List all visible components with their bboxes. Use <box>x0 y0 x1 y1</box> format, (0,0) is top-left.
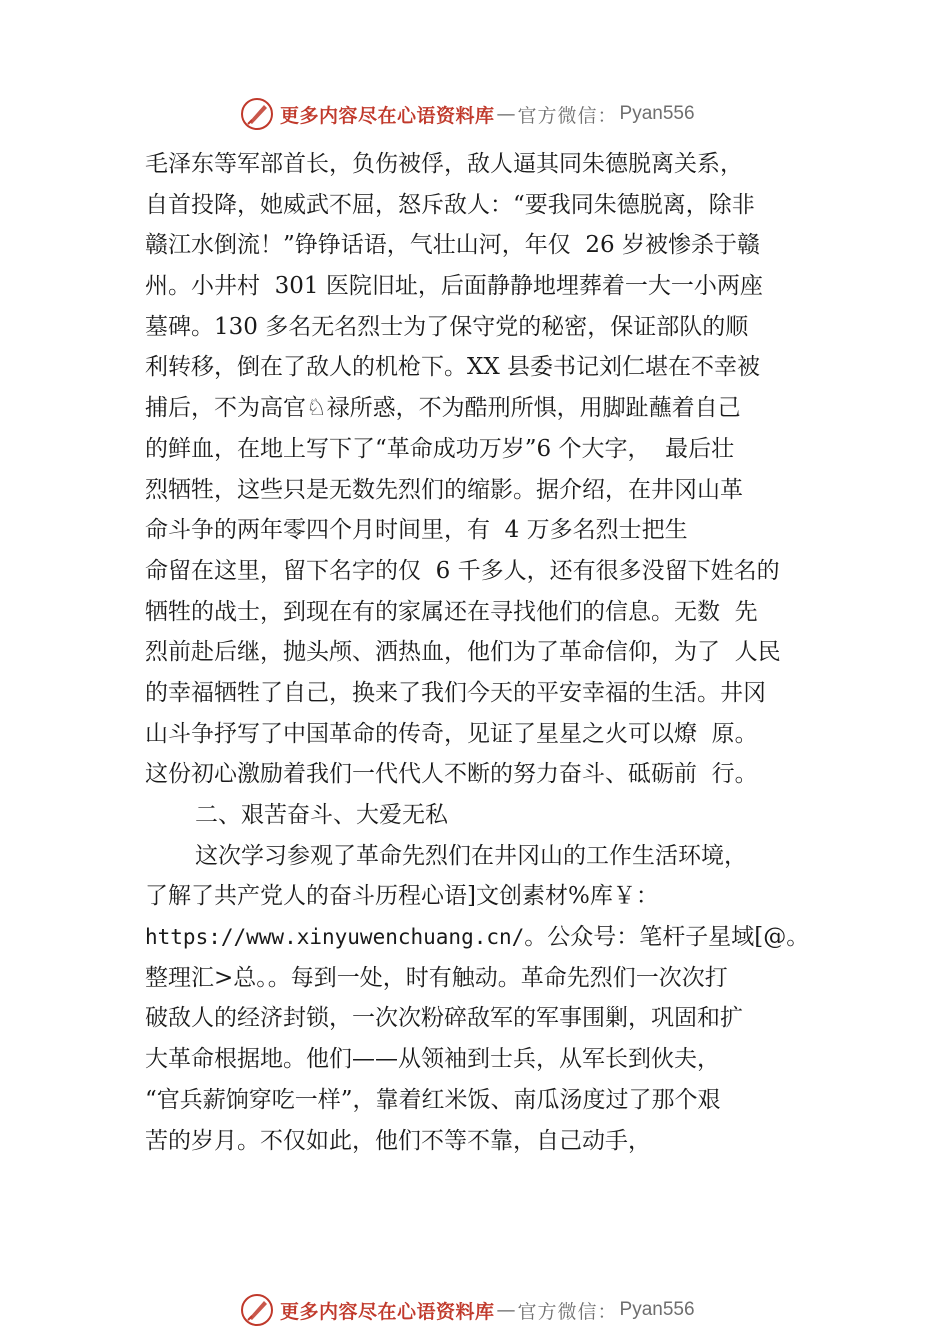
body-line: 整理汇>总。。每到一处，时有触动。革命先烈们一次次打 <box>145 964 728 991</box>
source-url-link[interactable]: https://www.xinyuwenchuang.cn/ <box>145 925 525 950</box>
body-line: 墓碑。130 多名无名烈士为了保守党的秘密，保证部队的顺 <box>145 313 749 340</box>
footer-banner <box>240 1290 760 1330</box>
quill-logo-icon <box>240 97 274 131</box>
body-line: 的幸福牺牲了自己，换来了我们今天的平安幸福的生活。井冈 <box>145 679 766 706</box>
body-line-url <box>145 917 845 958</box>
body-line: 破敌人的经济封锁，一次次粉碎敌军的军事围剿，巩固和扩 <box>145 1005 743 1032</box>
body-line: 这次学习参观了革命先烈们在井冈山的工作生活环境， <box>195 842 747 869</box>
body-line: 命斗争的两年零四个月时间里，有 4 万多名烈士把生 <box>145 517 688 544</box>
body-line: 山斗争抒写了中国革命的传奇，见证了星星之火可以燎 原。 <box>145 720 758 747</box>
quill-logo-icon <box>240 1293 274 1327</box>
footer-brand-text: 更多内容尽在心语资料库 <box>280 1300 495 1323</box>
section-heading: 二、艰苦奋斗、大爱无私 <box>195 802 448 828</box>
body-line: “官兵薪饷穿吃一样”，靠着红米饭、南瓜汤度过了那个艰 <box>145 1086 721 1113</box>
body-line: 大革命根据地。他们——从领袖到士兵，从军长到伙夫， <box>145 1046 720 1073</box>
body-line: 命留在这里，留下名字的仅 6 千多人，还有很多没留下姓名的 <box>145 557 780 584</box>
body-line: 利转移，倒在了敌人的机枪下。XX 县委书记刘仁堪在不幸被 <box>145 354 761 381</box>
body-line: 的鲜血，在地上写下了“革命成功万岁”6 个大字， 最后壮 <box>145 435 735 462</box>
body-line: 州。小井村 301 医院旧址，后面静静地埋葬着一大一小两座 <box>145 273 763 300</box>
body-line: 这份初心激励着我们一代代人不断的努力奋斗、砥砺前 行。 <box>145 761 758 788</box>
body-line: 捕后，不为高官♘禄所惑，不为酷刑所惧，用脚趾蘸着自己 <box>145 395 741 422</box>
footer-wechat-label: 官方微信： <box>517 1300 618 1323</box>
body-line: 烈前赴后继，抛头颅、洒热血，他们为了革命信仰，为了 人民 <box>145 639 781 666</box>
footer-dash: — <box>496 1299 516 1321</box>
header-brand-text: 更多内容尽在心语资料库 <box>280 104 495 127</box>
header-dash: — <box>496 103 516 125</box>
url-tail-text: 。公众号：笔杆子星域[@。 <box>524 924 810 951</box>
body-line: 毛泽东等军部首长，负伤被俘，敌人逼其同朱德脱离关系， <box>145 151 743 177</box>
body-line: 赣江水倒流！”铮铮话语，气壮山河，年仅 26 岁被惨杀于赣 <box>145 232 760 259</box>
body-line: 苦的岁月。不仅如此，他们不等不靠，自己动手， <box>145 1127 651 1154</box>
document-body <box>145 144 845 1161</box>
body-line: 烈牺牲，这些只是无数先烈们的缩影。据介绍，在井冈山革 <box>145 476 743 503</box>
body-line: 牺牲的战士，到现在有的家属还在寻找他们的信息。无数 先 <box>145 598 758 625</box>
header-banner <box>240 94 760 134</box>
body-line: 自首投降，她威武不屈，怒斥敌人：“要我同朱德脱离，除非 <box>145 191 755 218</box>
body-line: 了解了共产党人的奋斗历程心语]文创素材%库￥： <box>145 883 659 910</box>
header-wechat-label: 官方微信： <box>517 104 618 127</box>
header-wechat-id: Pyan556 <box>619 103 695 124</box>
footer-wechat-id: Pyan556 <box>619 1299 695 1320</box>
